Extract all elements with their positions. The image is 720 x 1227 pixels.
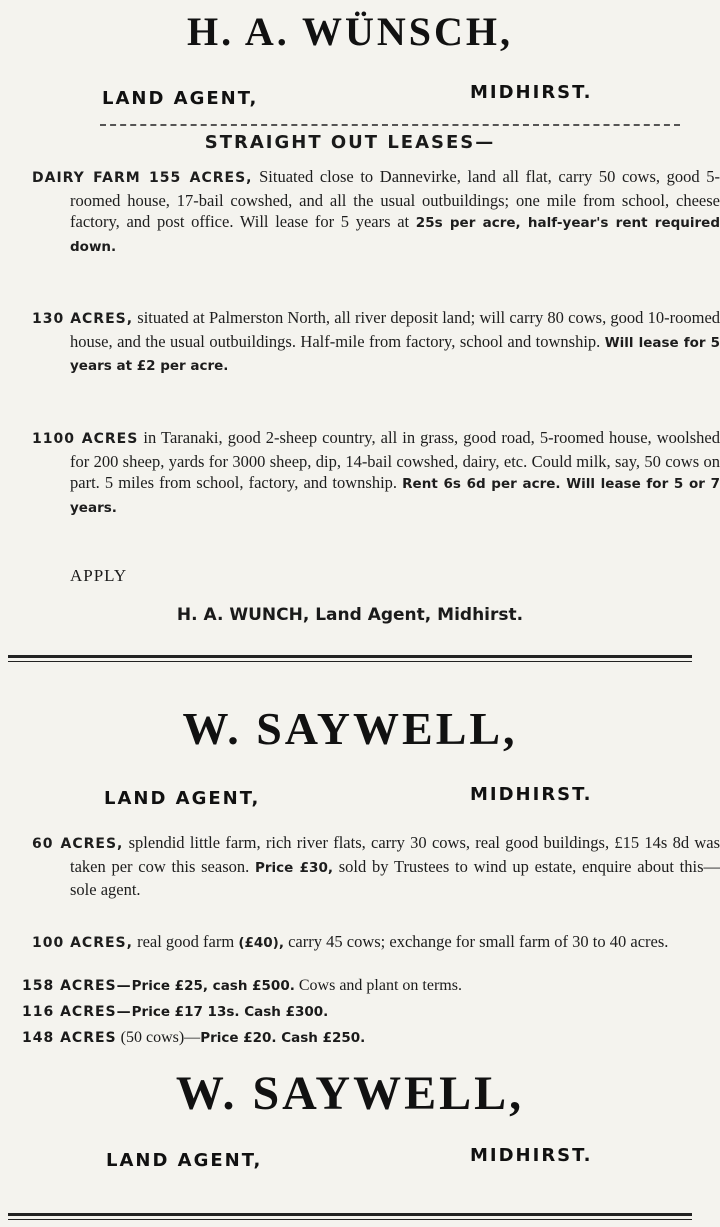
listing-tail: sold by Trustees to wind up estate, enquire about this—sole agent.: [70, 856, 720, 899]
section-title: STRAIGHT OUT LEASES—: [204, 132, 496, 153]
listing-body: splendid little farm, rich river flats, carry 30 cows, real good buildings, £15 14s 8d was taken per cow this season.: [70, 833, 720, 876]
saywell-masthead: W. SAYWELL,: [182, 703, 518, 754]
wunsch-masthead: H. A. WÜNSCH,: [186, 9, 514, 54]
listing-head: 1100 ACRES: [32, 431, 139, 447]
dashed-divider: [100, 124, 680, 126]
listing-body: situated at Palmerston North, all river deposit land; will carry 80 cows, good 10-roomed house, and the usual outbuildings. Half-mile from factory, school and township.: [70, 308, 720, 351]
listing-head: 60 ACRES,: [32, 836, 124, 852]
listing-terms: Price £25, cash £500.: [131, 978, 295, 994]
saywell-town-2: MIDHIRST.: [470, 1145, 593, 1166]
listing-tail: Cows and plant on terms.: [294, 977, 462, 994]
listing-terms: (£40),: [238, 935, 284, 951]
listing-148-acres: [22, 1029, 682, 1047]
apply-label: APPLY: [70, 566, 128, 585]
listing-terms: Will lease for 5 years at £2 per acre.: [70, 334, 720, 374]
listing-head: 130 ACRES,: [32, 311, 134, 327]
wunsch-role: LAND AGENT,: [102, 88, 259, 109]
listing-116-acres: [22, 1003, 682, 1021]
listing-158-acres: [22, 977, 682, 995]
listing-head: 100 ACRES,: [32, 935, 133, 951]
listing-head: DAIRY FARM 155 ACRES,: [32, 170, 253, 186]
listing-terms: Rent 6s 6d per acre. Will lease for 5 or 7 years.: [70, 476, 720, 516]
listing-body: in Taranaki, good 2-sheep country, all in grass, good road, 5-roomed house, woolshed for 200 sheep, yards for 3000 sheep, dip, 14-bail cowshed, dairy, etc. Could milk, say, 50 cows on part. 5 miles from school, factory, and township.: [70, 428, 720, 492]
double-rule-bottom: [8, 661, 692, 662]
listing-tail: carry 45 cows; exchange for small farm of 30 to 40 acres.: [283, 932, 669, 951]
listing-head: 116 ACRES—: [22, 1004, 132, 1020]
listing-terms: 25s per acre, half-year's rent required down.: [70, 215, 720, 255]
listing-130-acres: [32, 307, 720, 378]
listing-60-acres: [32, 832, 720, 901]
double-rule-top: [8, 655, 692, 658]
listing-1100-acres: [32, 427, 720, 519]
saywell-masthead-2: W. SAYWELL,: [175, 1067, 525, 1120]
saywell-town: MIDHIRST.: [470, 784, 593, 805]
listing-100-acres: [32, 931, 720, 955]
wunsch-town: MIDHIRST.: [470, 82, 593, 103]
listing-dairy-farm: [32, 166, 720, 258]
saywell-role: LAND AGENT,: [104, 788, 261, 809]
listing-mid: (50 cows)—: [116, 1029, 201, 1046]
listing-body: real good farm: [137, 932, 239, 951]
listing-head: 158 ACRES—: [22, 978, 132, 994]
listing-body: Situated close to Dannevirke, land all flat, carry 50 cows, good 5-roomed house, 17-bail cowshed, and all the usual outbuildings; one mile from school, cheese factory, and post office. Will lease for 5 years at: [70, 167, 720, 231]
listing-terms: Price £30,: [255, 859, 333, 876]
listing-terms: Price £20. Cash £250.: [200, 1030, 366, 1046]
wunsch-signature: H. A. WUNCH, Land Agent, Midhirst.: [176, 605, 524, 625]
bottom-rule-thin: [8, 1219, 692, 1220]
saywell-role-2: LAND AGENT,: [106, 1150, 263, 1171]
bottom-rule: [8, 1213, 692, 1216]
listing-terms: Price £17 13s. Cash £300.: [131, 1004, 329, 1020]
listing-head: 148 ACRES: [22, 1030, 117, 1046]
